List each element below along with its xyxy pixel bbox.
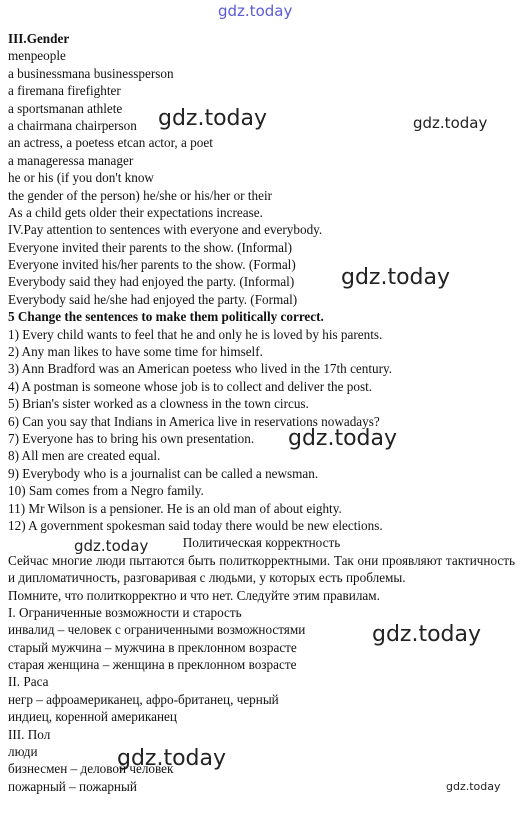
watermark: gdz.today [413,114,488,132]
watermark: gdz.today [341,265,451,290]
watermark: gdz.today [446,780,501,793]
exercise-item: 10) Sam comes from a Negro family. [8,483,204,499]
text-line: Помните, что политкорректно и что нет. Следуйте этим правилам. [8,587,380,603]
text-line: a chairmana chairperson [8,117,137,133]
exercise-heading: 5 Change the sentences to make them politically correct. [8,309,324,325]
text-line: a manageressa manager [8,152,134,168]
section-heading: II. Раса [8,674,49,690]
text-line: an actress, a poetess etcan actor, a poet [8,135,213,151]
watermark: gdz.today [158,106,268,131]
exercise-item: 2) Any man likes to have some time for himself. [8,344,263,360]
text-line: menpeople [8,48,66,64]
exercise-item: 11) Mr Wilson is a pensioner. He is an old man of about eighty. [8,500,342,516]
watermark: gdz.today [288,426,398,451]
text-line: a businessmana businessperson [8,65,174,81]
text-line: Everyone invited their parents to the show. (Informal) [8,239,293,255]
text-line: a sportsmanan athlete [8,100,123,116]
watermark: gdz.today [117,746,227,771]
text-line: люди [8,744,38,760]
exercise-item: 6) Can you say that Indians in America live in reservations nowadays? [8,413,380,429]
text-line: инвалид – человек с ограниченными возможностями [8,622,306,638]
exercise-item: 3) Ann Bradford was an American poetess who lived in the 17th century. [8,361,393,377]
exercise-item: 9) Everybody who is a journalist can be called a newsman. [8,465,319,481]
exercise-item: 1) Every child wants to feel that he and only he is loved by his parents. [8,326,383,342]
exercise-item: 12) A government spokesman said today there would be new elections. [8,517,383,533]
section-heading: III. Пол [8,726,51,742]
watermark-top: gdz.today [218,2,293,20]
text-line: Everybody said he/she had enjoyed the party. (Formal) [8,291,298,307]
text-line: негр – афроамериканец, афро-британец, черный [8,691,279,707]
text-line: Everyone invited his/her parents to the show. (Formal) [8,257,296,273]
text-line: бизнесмен – деловой человек [8,761,174,777]
text-line: индиец, коренной американец [8,709,177,725]
text-line: the gender of the person) he/she or his/her or their [8,187,273,203]
section-heading: I. Ограниченные возможности и старость [8,604,242,620]
text-line: he or his (if you don't know [8,170,154,186]
document-page [8,30,515,795]
section-heading: IV.Pay attention to sentences with everyone and everybody. [8,222,323,238]
exercise-item: 4) A postman is someone whose job is to collect and deliver the post. [8,378,373,394]
text-line: a firemana firefighter [8,83,121,99]
text-line: пожарный – пожарный [8,778,137,794]
translation-title: Политическая корректность [182,535,341,551]
exercise-item: 7) Everyone has to bring his own presentation. [8,430,255,446]
watermark: gdz.today [372,622,482,647]
section-heading: III.Gender [8,31,70,46]
translation-paragraph: Сейчас многие люди пытаются быть политкорректными. Так они проявляют тактичность и дипломатичность, разговаривая с людьми, у которых есть проблемы. [8,552,515,586]
text-line: Everybody said they had enjoyed the party. (Informal) [8,274,295,290]
watermark: gdz.today [74,537,149,555]
text-line: старая женщина – женщина в преклонном возрасте [8,657,297,673]
text-line: старый мужчина – мужчина в преклонном возрасте [8,639,297,655]
exercise-item: 5) Brian's sister worked as a clowness in the town circus. [8,396,309,412]
exercise-item: 8) All men are created equal. [8,448,161,464]
text-line: As a child gets older their expectations increase. [8,204,263,220]
